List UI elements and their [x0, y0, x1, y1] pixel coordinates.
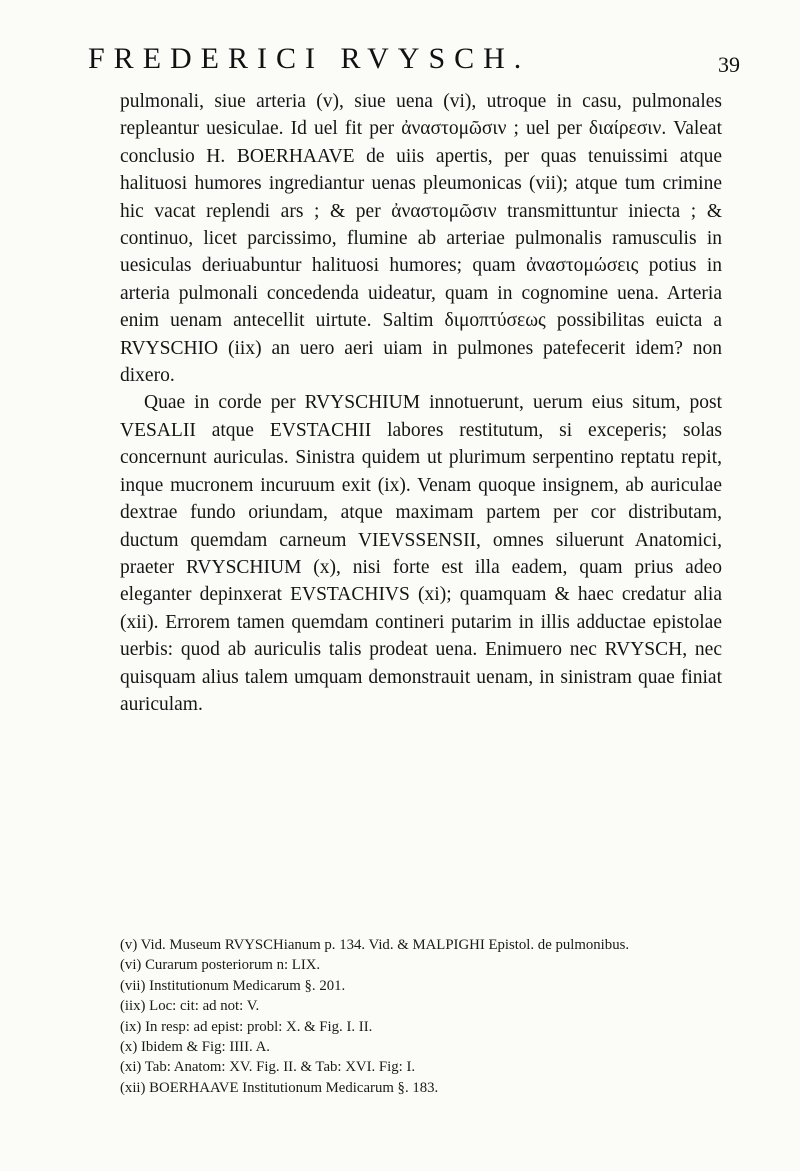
footnote-xi: (xi) Tab: Anatom: XV. Fig. II. & Tab: XVI. Fig: I.	[120, 1059, 416, 1076]
footnote-xii: (xii) BOERHAAVE Institutionum Medicarum §. 183.	[120, 1079, 439, 1096]
paragraph-1: pulmonali, siue arteria (v), siue uena (vi), utroque in casu, pulmonales repleantur uesiculae. Id uel fit per ἀναστομῶσιν ; uel per διαίρεσιν. Valeat conclusio H. BOERHAAVE de uiis apertis, per quas tenuissimi atque halituosi humores ingrediantur uenas pleumonicas (vii); atque tum crimine hic vacat replendi ars ; & per ἀναστομῶσιν transmittuntur iniecta ; & continuo, licet parcissimo, flumine ab arteriae pulmonalis ramusculis in uesiculas deriuabuntur halituosi humores; quam ἀναστομώσεις potius in arteria pulmonali concedenda uideatur, quam in cognomine uena. Arteria enim uenam antecellit uirtute. Saltim διμοπτύσεως possibilitas euicta a RVYSCHIO (iix) an uero aeri uiam in pulmones patefecerit idem? non dixero.	[120, 91, 722, 387]
page-number: 39	[718, 52, 740, 77]
footnote-vi: (vi) Curarum posteriorum n: LIX.	[120, 957, 321, 974]
main-text	[120, 88, 722, 718]
footnote-x: (x) Ibidem & Fig: IIII. A.	[120, 1039, 270, 1056]
footnote-ix: (ix) In resp: ad epist: probl: X. & Fig. I. II.	[120, 1018, 373, 1035]
paragraph-2: Quae in corde per RVYSCHIUM innotuerunt, uerum eius situm, post VESALII atque EVSTACHII labores restitutum, si exceperis; solas concernunt auriculas. Sinistra quidem ut plurimum serpentino reptatu repit, inque mucronem incuruum exit (ix). Venam quoque insignem, ab auriculae dextrae fundo oriundam, atque maximam partem per cor distributam, ductum quemdam carneum VIEVSSENSII, omnes siluerunt Anatomici, praeter RVYSCHIUM (x), nisi forte est illa eadem, quam prius adeo eleganter depinxerat EVSTACHIVS (xi); quamquam & haec credatur alia (xii). Errorem tamen quemdam contineri putarim in illis adductae epistolae uerbis: quod ab auriculis talis prodeat uena. Enimuero nec RVYSCH, nec quisquam alius talem umquam demonstrauit uenam, in sinistram quae finiat auriculam.	[120, 392, 722, 715]
footnote-v: (v) Vid. Museum RVYSCHianum p. 134. Vid. & MALPIGHI Epistol. de pulmonibus.	[120, 937, 630, 953]
running-head: FREDERICI RVYSCH.	[88, 42, 531, 75]
footnote-vii: (vii) Institutionum Medicarum §. 201.	[120, 977, 346, 994]
footnote-iix: (iix) Loc: cit: ad not: V.	[120, 998, 260, 1015]
footnotes	[120, 935, 722, 1098]
